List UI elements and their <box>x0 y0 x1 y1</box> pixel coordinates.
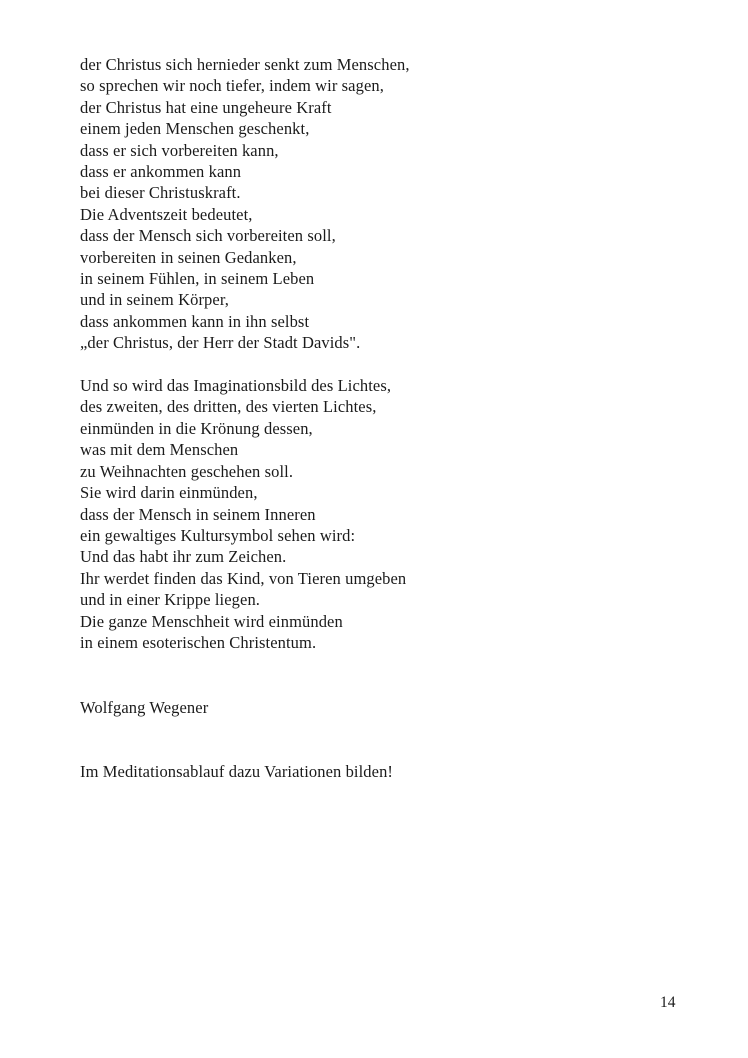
poem-line: Sie wird darin einmünden, <box>80 483 258 503</box>
poem-line: dass er sich vorbereiten kann, <box>80 140 279 160</box>
poem-line: so sprechen wir noch tiefer, indem wir sagen, <box>80 76 384 96</box>
poem-line: vorbereiten in seinen Gedanken, <box>80 247 297 267</box>
poem-line: was mit dem Menschen <box>80 440 239 460</box>
poem-line: Ihr werdet finden das Kind, von Tieren umgeben <box>80 568 407 588</box>
poem-line: ein gewaltiges Kultursymbol sehen wird: <box>80 525 356 545</box>
poem-line: zu Weihnachten geschehen soll. <box>80 461 294 481</box>
poem-line: dass der Mensch sich vorbereiten soll, <box>80 226 336 246</box>
poem-line: einmünden in die Krönung dessen, <box>80 418 313 438</box>
author-name: Wolfgang Wegener <box>80 698 209 718</box>
poem-line: Und so wird das Imaginationsbild des Lichtes, <box>80 376 392 396</box>
meditation-instruction: Im Meditationsablauf dazu Variationen bilden! <box>80 761 394 781</box>
poem-line: der Christus sich hernieder senkt zum Menschen, <box>80 55 410 74</box>
poem-line: einem jeden Menschen geschenkt, <box>80 119 310 139</box>
poem-line: „der Christus, der Herr der Stadt Davids". <box>80 333 361 353</box>
poem-line: in seinem Fühlen, in seinem Leben <box>80 269 315 289</box>
poem-line: und in einer Krippe liegen. <box>80 590 261 610</box>
poem-line: Die ganze Menschheit wird einmünden <box>80 611 343 631</box>
poem-line: Und das habt ihr zum Zeichen. <box>80 547 287 567</box>
poem-line: dass er ankommen kann <box>80 162 242 182</box>
poem-line: bei dieser Christuskraft. <box>80 183 241 203</box>
poem-line: des zweiten, des dritten, des vierten Lichtes, <box>80 397 377 417</box>
page-number: 14 <box>660 994 676 1011</box>
poem-line: dass der Mensch in seinem Inneren <box>80 504 316 524</box>
poem-line: Die Adventszeit bedeutet, <box>80 204 253 224</box>
poem-line: der Christus hat eine ungeheure Kraft <box>80 97 332 117</box>
poem-stanza-2 <box>80 375 680 653</box>
poem-line: dass ankommen kann in ihn selbst <box>80 311 310 331</box>
poem-text-block <box>80 54 680 782</box>
poem-line: in einem esoterischen Christentum. <box>80 632 317 652</box>
poem-line: und in seinem Körper, <box>80 290 229 310</box>
poem-stanza-1 <box>80 54 680 354</box>
